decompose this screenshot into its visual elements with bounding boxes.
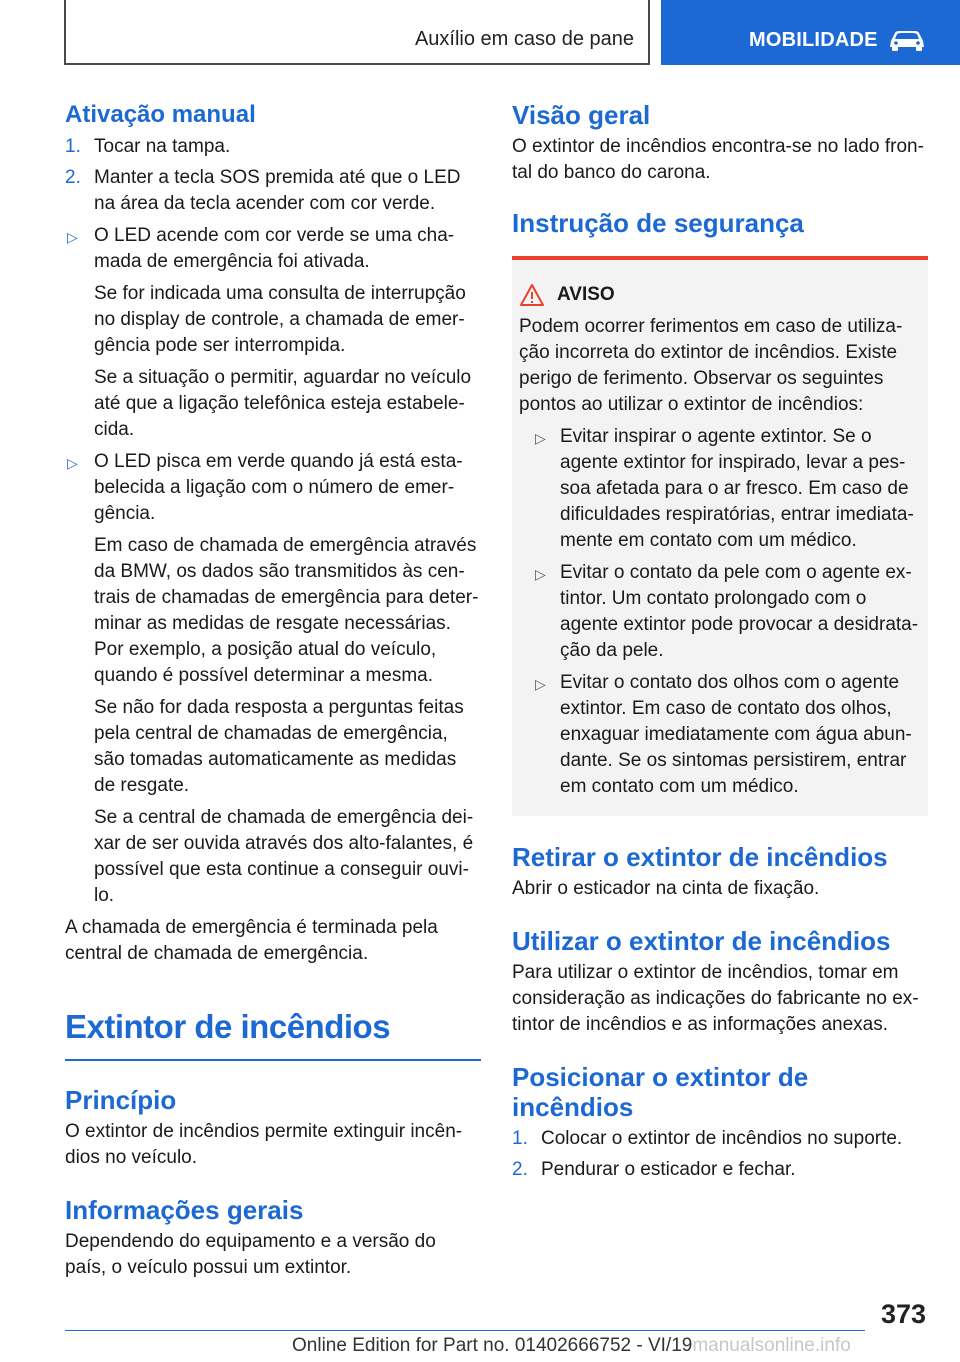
header-chapter-tab[interactable] (661, 0, 960, 65)
warning-label: AVISO (557, 284, 615, 305)
header-chapter-label: MOBILIDADE (749, 29, 878, 51)
list-item (65, 134, 481, 160)
overview-text: O extintor de incêndios encontra-se no lado frontal do banco do carona. (512, 136, 924, 183)
warning-icon (519, 283, 545, 307)
heading-position: Posicionar o extintor de incêndios (512, 1062, 809, 1122)
sub-paragraph: Em caso de chamada de emergência através da BMW, os dados são transmitidos às centrais de chamadas de emergência para determinar as medidas de resgate necessárias. Por exemplo, a posição atual do veículo, quando é possível determinar a mesma. (94, 535, 479, 686)
sub-paragraph: Se a situação o permitir, aguardar no veículo até que a ligação telefônica esteja estabelecida. (94, 367, 472, 440)
warning-text: Podem ocorrer ferimentos em caso de utilização incorreta do extintor de incêndios. Existe perigo de ferimento. Observar os seguintes pontos ao utilizar o extintor de incêndios: (519, 316, 903, 415)
step-text: Manter a tecla SOS premida até que o LED na área da tecla acender com cor verde. (94, 167, 461, 214)
step-text: Tocar na tampa. (94, 136, 231, 157)
triangle-bullet-icon: ▷ (535, 430, 546, 446)
footer-edition-line (292, 1335, 851, 1357)
heading-general-info: Informações gerais (65, 1195, 304, 1225)
warning-item (525, 424, 920, 554)
warning-item (525, 670, 920, 800)
list-item (512, 1157, 928, 1183)
step-text: Colocar o extintor de incêndios no suporte. (541, 1128, 903, 1149)
heading-remove: Retirar o extintor de incêndios (512, 842, 888, 872)
heading-use: Utilizar o extintor de incêndios (512, 926, 891, 956)
result-bullet (65, 223, 481, 275)
triangle-bullet-icon: ▷ (67, 229, 78, 245)
footer-edition: Online Edition for Part no. 01402666752 - VI/19 (292, 1335, 693, 1356)
heading-manual-activation: Ativação manual (65, 101, 256, 128)
sub-paragraph: Se a central de chamada de emergência deixar de ser ouvida através dos alto-falantes, é possível que esta continue a conseguir ouvi-lo. (94, 807, 474, 906)
footer-watermark: manualsonline.info (692, 1335, 851, 1356)
step-number: 1. (65, 136, 81, 157)
remove-text: Abrir o esticador na cinta de fixação. (512, 878, 820, 899)
warning-item (525, 560, 920, 664)
left-column (65, 100, 481, 1281)
bullet-text: O LED acende com cor verde se uma chamada de emergência foi ativada. (94, 225, 455, 272)
right-column (512, 100, 928, 1188)
general-info-text: Dependendo do equipamento e a versão do país, o veículo possui um extintor. (65, 1231, 436, 1278)
triangle-bullet-icon: ▷ (535, 676, 546, 692)
result-bullet (65, 449, 481, 527)
sub-paragraph: Se não for dada resposta a perguntas feitas pela central de chamadas de emergência, são tomadas automaticamente as medidas de resgate. (94, 697, 464, 796)
use-text: Para utilizar o extintor de incêndios, tomar em consideração as indicações do fabricante no extintor de incêndios e as informações anexas. (512, 962, 919, 1035)
step-number: 1. (512, 1128, 528, 1149)
warning-item-text: Evitar inspirar o agente extintor. Se o agente extintor for inspirado, levar a pessoa afetada para o ar fresco. Em caso de dificuldades respiratórias, entrar imediatamente em contato com um médico. (560, 426, 914, 551)
step-text: Pendurar o esticador e fechar. (541, 1159, 796, 1180)
bullet-text: O LED pisca em verde quando já está estabelecida a ligação com o número de emergência. (94, 451, 463, 524)
list-item (65, 165, 481, 217)
warning-item-text: Evitar o contato dos olhos com o agente extintor. Em caso de contato dos olhos, enxaguar imediatamente com água abundante. Se os sintomas persistirem, entrar em contato com um médico. (560, 672, 912, 797)
warning-box (512, 256, 928, 816)
chapter-title: Extintor de incêndios (65, 1007, 481, 1061)
header-section-box (64, 0, 650, 65)
header-section-title: Auxílio em caso de pane (414, 28, 634, 50)
list-item (512, 1126, 928, 1152)
position-steps (512, 1126, 928, 1183)
warning-header (519, 282, 920, 308)
activation-steps (65, 134, 481, 217)
warning-item-text: Evitar o contato da pele com o agente extintor. Um contato prolongado com o agente extintor pode provocar a desidratação da pele. (560, 562, 919, 661)
heading-principle: Princípio (65, 1085, 177, 1115)
sub-paragraph: Se for indicada uma consulta de interrupção no display de controle, a chamada de emergência pode ser interrompida. (94, 283, 466, 356)
footer-rule (65, 1330, 865, 1331)
triangle-bullet-icon: ▷ (67, 455, 78, 471)
page-number: 373 (880, 1299, 926, 1329)
step-number: 2. (65, 167, 81, 188)
heading-safety: Instrução de segurança (512, 208, 804, 238)
end-call-text: A chamada de emergência é terminada pela central de chamada de emergência. (65, 917, 438, 964)
triangle-bullet-icon: ▷ (535, 566, 546, 582)
heading-overview: Visão geral (512, 100, 651, 130)
step-number: 2. (512, 1159, 528, 1180)
principle-text: O extintor de incêndios permite extinguir incêndios no veículo. (65, 1121, 463, 1168)
car-icon (888, 27, 926, 53)
